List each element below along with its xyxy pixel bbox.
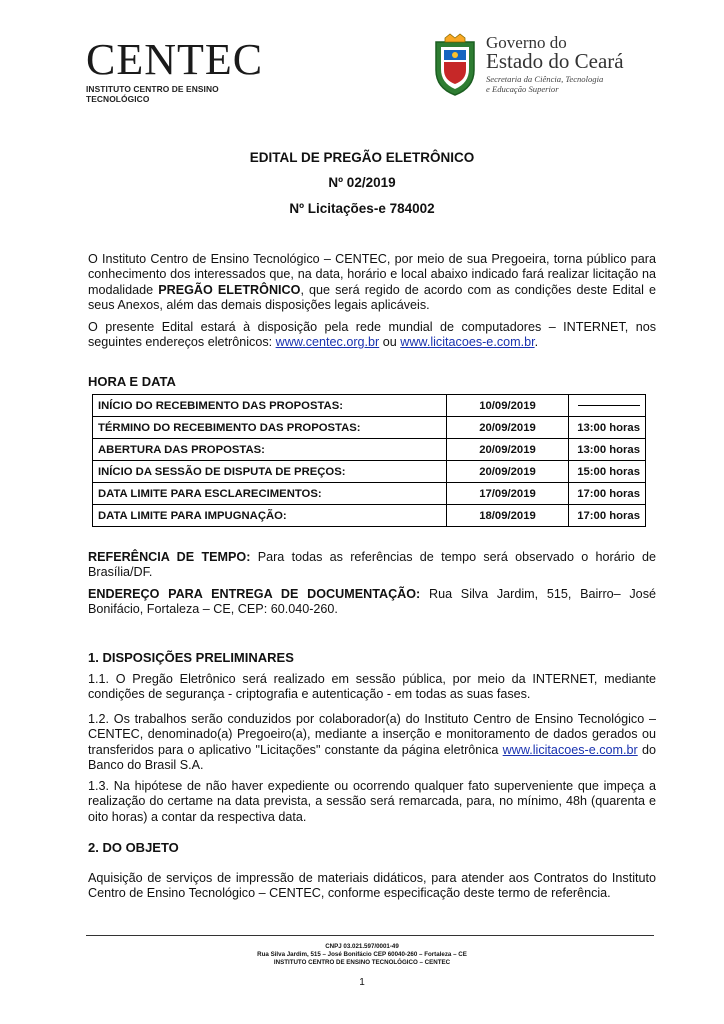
schedule-label: TÉRMINO DO RECEBIMENTO DAS PROPOSTAS: (93, 417, 447, 439)
gov-subtitle-1: Secretaria da Ciência, Tecnologia (486, 74, 604, 84)
schedule-time: 17:00 horas (569, 483, 646, 505)
licitacoes-link[interactable]: www.licitacoes-e.com.br (400, 335, 535, 350)
page-number: 1 (359, 977, 365, 988)
footer-address: Rua Silva Jardim, 515 – José Bonifácio CEP 60040-260 – Fortaleza – CE (257, 951, 467, 958)
schedule-time: 13:00 horas (569, 439, 646, 461)
schedule-time: 17:00 horas (569, 505, 646, 527)
section2-heading: 2. DO OBJETO (88, 840, 179, 855)
centec-logo (86, 35, 276, 104)
schedule-label: DATA LIMITE PARA ESCLARECIMENTOS: (93, 483, 447, 505)
licitacoes-number: Nº Licitações-e 784002 (289, 201, 435, 216)
schedule-date: 17/09/2019 (447, 483, 569, 505)
centec-link[interactable]: www.centec.org.br (275, 335, 380, 350)
empty-time-dash (578, 405, 640, 406)
schedule-time: 15:00 horas (569, 461, 646, 483)
gov-line1: Governo do (486, 33, 567, 52)
paragraph-1-3: 1.3. Na hipótese de não haver expediente ou ocorrendo qualquer fato superveniente que impeça a realização do certame na data prevista, a sessão será remarcada, para, no mínimo, 48h (quarenta e oito horas) a contar da respectiva data. (88, 779, 656, 824)
paragraph-1-1: 1.1. O Pregão Eletrônico será realizado em sessão pública, por meio da INTERNET, mediante condições de segurança - criptografia e autenticação - em todas as suas fases. (88, 672, 656, 702)
schedule-heading: HORA E DATA (88, 374, 176, 389)
schedule-date: 10/09/2019 (447, 395, 569, 417)
referencia-paragraph: REFERÊNCIA DE TEMPO: Para todas as referências de tempo será observado o horário de Brasília/DF. (88, 550, 656, 580)
gov-subtitle-2: e Educação Superior (486, 84, 559, 94)
schedule-row (93, 417, 646, 439)
coat-of-arms-icon (430, 32, 480, 98)
schedule-date: 20/09/2019 (447, 439, 569, 461)
schedule-time (569, 395, 646, 417)
schedule-date: 18/09/2019 (447, 505, 569, 527)
modalidade-bold: PREGÃO ELETRÔNICO (158, 282, 301, 297)
section1-heading: 1. DISPOSIÇÕES PRELIMINARES (88, 650, 294, 665)
schedule-row (93, 505, 646, 527)
endereco-paragraph: ENDEREÇO PARA ENTREGA DE DOCUMENTAÇÃO: Rua Silva Jardim, 515, Bairro– José Bonifácio, Fortaleza – CE, CEP: 60.040-260. (88, 587, 656, 617)
edital-number: Nº 02/2019 (328, 175, 396, 190)
schedule-row (93, 439, 646, 461)
schedule-label: DATA LIMITE PARA IMPUGNAÇÃO: (93, 505, 447, 527)
footer-institution: INSTITUTO CENTRO DE ENSINO TECNOLÓGICO – CENTEC (273, 959, 451, 966)
objeto-paragraph: Aquisição de serviços de impressão de materiais didáticos, para atender aos Contratos do Instituto Centro de Ensino Tecnológico – CENTEC, conforme especificação deste termo de referência. (88, 871, 656, 901)
governo-ceara-logo (430, 28, 650, 108)
schedule-date: 20/09/2019 (447, 417, 569, 439)
schedule-label: INÍCIO DO RECEBIMENTO DAS PROPOSTAS: (93, 395, 447, 417)
document-title: EDITAL DE PREGÃO ELETRÔNICO (249, 150, 475, 165)
footer-cnpj: CNPJ 03.021.597/0001-49 (325, 943, 399, 950)
availability-paragraph: O presente Edital estará à disposição pela rede mundial de computadores – INTERNET, nos seguintes endereços eletrônicos: www.centec.org.br ou www.licitacoes-e.com.br. (88, 320, 656, 350)
centec-logo-subtitle: INSTITUTO CENTRO DE ENSINO TECNOLÓGICO (86, 84, 219, 104)
footer-divider (86, 935, 654, 936)
schedule-row (93, 483, 646, 505)
schedule-row (93, 461, 646, 483)
intro-paragraph: O Instituto Centro de Ensino Tecnológico – CENTEC, por meio de sua Pregoeira, torna público para conhecimento dos interessados que, na data, horário e local abaixo indicado fará realizar licitação na modalidade PREGÃO ELETRÔNICO, que será regido de acordo com as condições deste Edital e seus Anexos, além das demais disposições legais aplicáveis. (88, 252, 657, 312)
licitacoes-link-2[interactable]: www.licitacoes-e.com.br (502, 742, 638, 757)
paragraph-1-2: 1.2. Os trabalhos serão conduzidos por colaborador(a) do Instituto Centro de Ensino Tecnológico – CENTEC, denominado(a) Pregoeiro(a), mediante a inserção e monitoramento de dados gerados ou transferidos para o aplicativo "Licitações" constante da página eletrônica www.licitacoes-e.com.br do Banco do Brasil S.A. (88, 712, 656, 772)
schedule-label: INÍCIO DA SESSÃO DE DISPUTA DE PREÇOS: (93, 461, 447, 483)
schedule-table (92, 394, 646, 527)
schedule-row (93, 395, 646, 417)
gov-line2: Estado do Ceará (486, 49, 624, 73)
schedule-label: ABERTURA DAS PROPOSTAS: (93, 439, 447, 461)
schedule-time: 13:00 horas (569, 417, 646, 439)
schedule-date: 20/09/2019 (447, 461, 569, 483)
centec-logo-text: CENTEC (86, 35, 264, 84)
